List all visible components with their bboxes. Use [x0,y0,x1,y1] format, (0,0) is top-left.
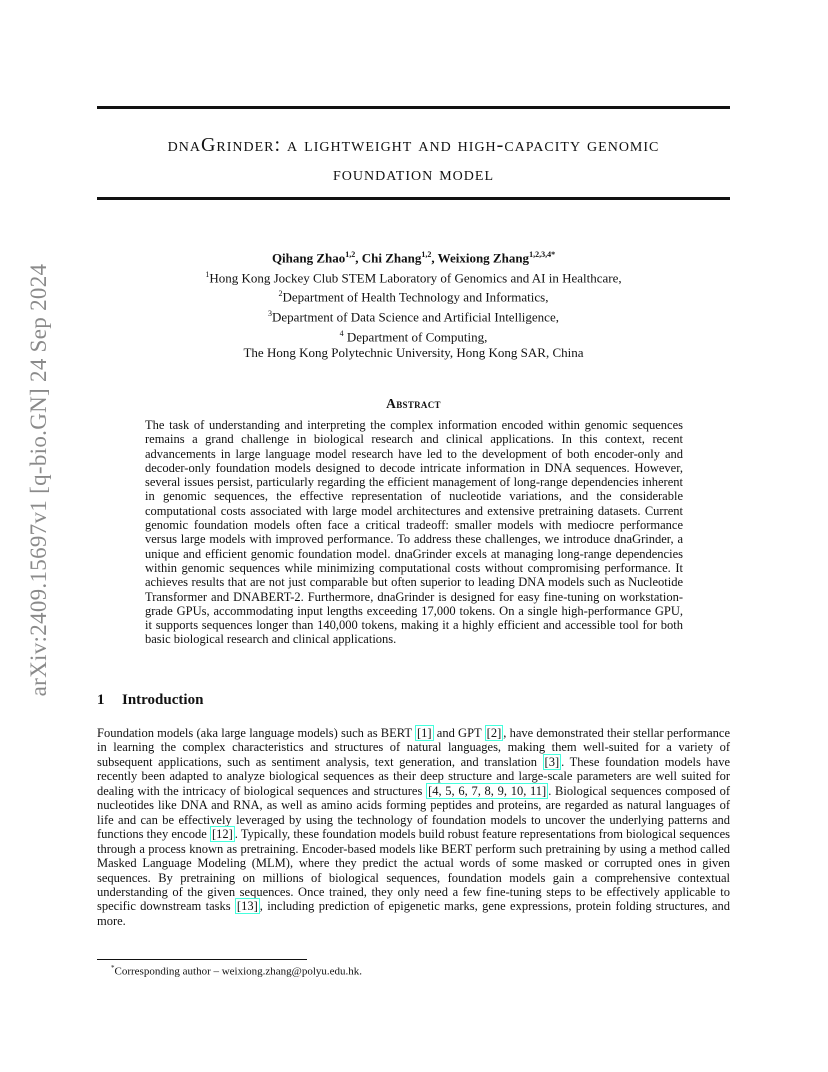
section-number: 1 [97,692,105,708]
intro-text: , have demonstrated their stellar performance in learning the complex characteristics and structures of natural languages, making them well-suited for a variety of subsequent applications, such as sentiment analysis, text generation, and translation [97,726,730,769]
abstract-text: The task of understanding and interpreting the complex information encoded within genomic sequences remains a grand challenge in biological research and clinical applications. In this context, recent advancements in large language model research have led to the development of both encoder-only and decoder-only foundation models designed to decode intricate information in DNA sequences. However, several issues persist, particularly regarding the efficient management of long-range dependencies inherent in genomic sequences, the effective representation of nucleotide variations, and the considerable computational costs associated with large model architectures and extensive pretraining datasets. Current genomic foundation models often face a critical tradeoff: smaller models with mediocre performance versus large models with improved performance. To address these challenges, we introduce dnaGrinder, a unique and efficient genomic foundation model. dnaGrinder excels at managing long-range dependencies within genomic sequences while minimizing computational costs without compromising performance. It achieves results that are not just comparable but often superior to leading DNA models such as Nucleotide Transformer and DNABERT-2. Furthermore, dnaGrinder is designed for easy fine-tuning on workstation-grade GPUs, accommodating input lengths exceeding 17,000 tokens. On a single high-performance GPU, it supports sequences longer than 140,000 tokens, making it a highly efficient and accessible tool for both basic biological research and clinical applications. [145,418,683,647]
footnote [111,964,362,978]
corresponding-mark: * [551,250,556,259]
abstract-heading [97,396,730,412]
affiliation-line [97,345,730,361]
author-2: , Chi Zhang [355,250,422,266]
author-1-affil: 1,2 [345,250,356,259]
intro-text: . Typically, these foundation models build robust feature representations from biological sequences through a process known as pretraining. Encoder-based models like BERT perform such pretraining by using a method called Masked Language Modeling (MLM), where they predict the actual words of some masked or corrupted ones in given sequences. By pretraining on millions of biological sequences, foundation models gain a comprehensive contextual understanding of the given sequences. Once trained, they only need a few fine-tuning steps to be effectively applicable to specific downstream tasks [97,827,731,914]
author-2-affil: 1,2 [421,250,432,259]
arxiv-sidebar-stamp [24,260,54,700]
author-3-affil: 1,2,3,4 [529,250,552,259]
footnote-text: Corresponding author – weixiong.zhang@polyu.edu.hk. [114,965,363,978]
arxiv-id-label: arXiv:2409.15697v1 [q-bio.GN] 24 Sep 2024 [26,263,51,697]
intro-text: . Biological sequences composed of nucleotides like DNA and RNA, as well as amino acids forming peptides and proteins, are regarded as natural languages of life and can be effectively leveraged by using the technology of foundation models to uncover the underlying patterns and functions they encode [97,783,730,842]
affil-text: The Hong Kong Polytechnic University, Hong Kong SAR, China [243,345,584,361]
author-1: Qihang Zhao [271,250,346,266]
citation-link[interactable]: [2] [486,726,502,740]
abstract-heading-text: Abstract [386,396,441,411]
affil-sup: 1 [205,269,210,279]
affil-text: Department of Computing, [343,328,488,344]
introduction-paragraph [97,726,730,928]
author-names [97,247,730,267]
author-3: , Weixiong Zhang [431,250,530,266]
citation-link[interactable]: [13] [236,899,258,914]
affiliation-line [97,326,730,346]
citation-link[interactable]: [3] [544,754,560,769]
paper-title [97,131,730,189]
intro-text: and GPT [433,726,485,740]
affiliation-line [97,286,730,306]
affiliation-line [97,306,730,326]
affil-text: Hong Kong Jockey Club STEM Laboratory of Genomics and AI in Healthcare, [209,269,622,285]
affil-text: Department of Health Technology and Informatics, [282,289,549,305]
intro-text: Foundation models (aka large language models) such as BERT [97,726,415,740]
affil-sup: 3 [268,308,273,318]
affil-text: Department of Data Science and Artificial Intelligence, [272,309,559,325]
intro-text: . These foundation models have recently been adapted to analyze biological sequences as their deep structure and large-scale parameters are well suited for dealing with the intricacy of biological sequences and structures [97,754,730,798]
title-line-1: dnaGrinder: a lightweight and high-capacity genomic [167,134,660,156]
footnote-rule [97,959,307,960]
footnote-mark: * [111,964,115,972]
section-heading-introduction [97,692,203,709]
citation-link[interactable]: [4, 5, 6, 7, 8, 9, 10, 11] [428,783,547,798]
title-top-rule [97,106,730,109]
citation-link[interactable]: [1] [416,726,432,740]
affil-sup: 4 [339,328,344,338]
author-block [97,247,730,361]
intro-text: , including prediction of epigenetic marks, gene expressions, protein folding structures, and more. [97,899,731,928]
citation-link[interactable]: [12] [211,827,233,842]
title-bottom-rule [97,197,730,200]
section-title: Introduction [122,692,204,708]
affil-sup: 2 [278,289,283,299]
title-line-2: foundation model [333,163,494,185]
affiliation-line [97,267,730,287]
